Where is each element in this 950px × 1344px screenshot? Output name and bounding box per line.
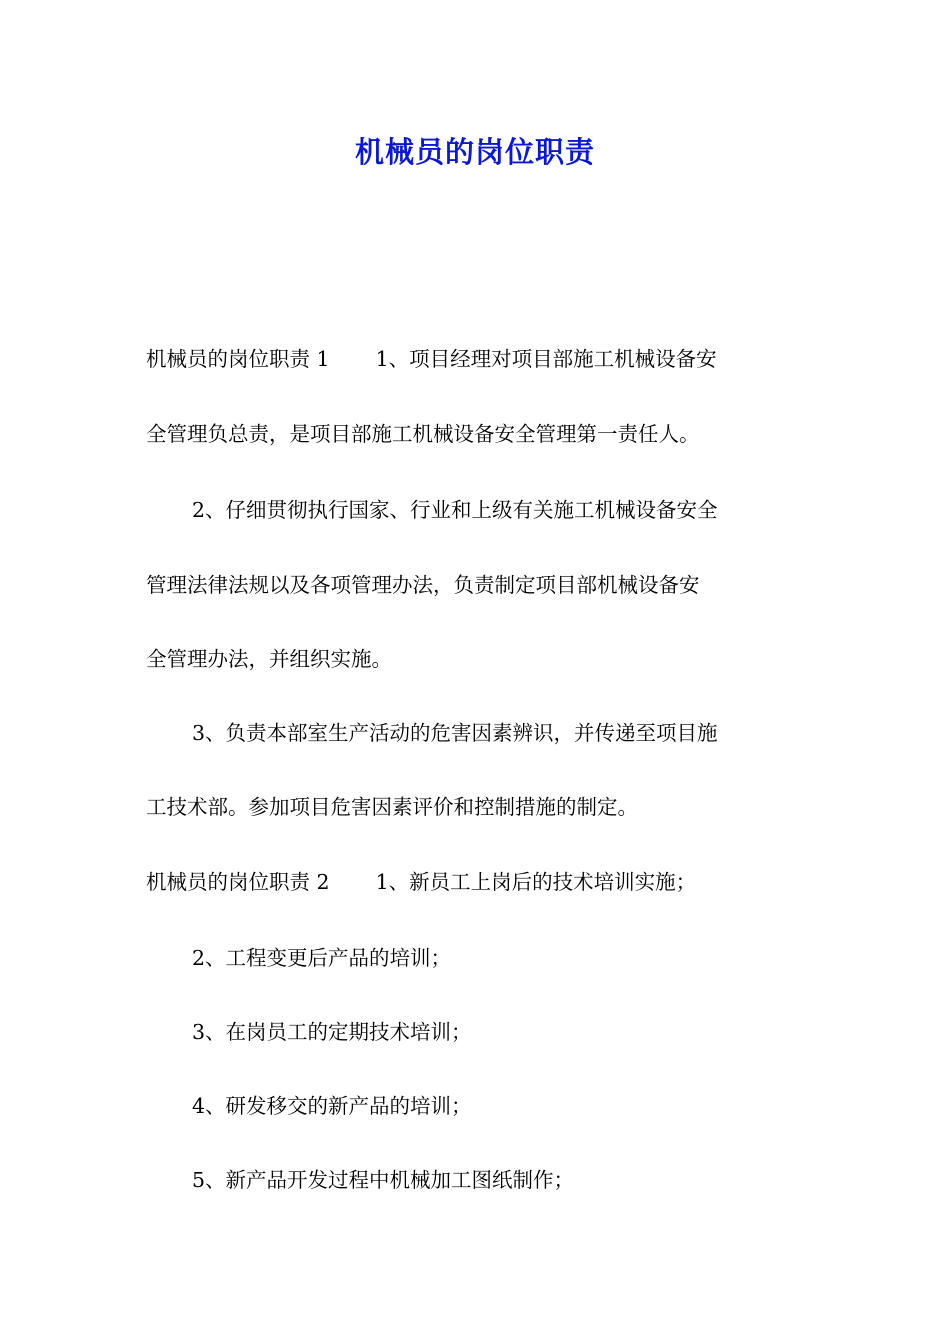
paragraph-line: 全管理负总责，是项目部施工机械设备安全管理第一责任人。 xyxy=(146,422,700,446)
section-1-item-1-start: 1、项目经理对项目部施工机械设备安 xyxy=(375,347,717,371)
paragraph-line: 管理法律法规以及各项管理办法，负责制定项目部机械设备安 xyxy=(146,573,700,597)
list-item: 3、在岗员工的定期技术培训； xyxy=(192,1020,472,1044)
list-item: 2、工程变更后产品的培训； xyxy=(192,946,452,970)
paragraph-line: 工技术部。参加项目危害因素评价和控制措施的制定。 xyxy=(146,795,638,819)
section-1-first-line xyxy=(146,343,826,375)
section-1-heading: 机械员的岗位职责 1 xyxy=(146,347,330,371)
section-2-heading: 机械员的岗位职责 2 xyxy=(146,870,330,894)
paragraph-line: 3、负责本部室生产活动的危害因素辨识，并传递至项目施 xyxy=(192,721,718,745)
section-2-item-1: 1、新员工上岗后的技术培训实施； xyxy=(375,870,697,894)
list-item: 4、研发移交的新产品的培训； xyxy=(192,1094,472,1118)
paragraph-line: 2、仔细贯彻执行国家、行业和上级有关施工机械设备安全 xyxy=(192,498,718,522)
document-title: 机械员的岗位职责 xyxy=(354,135,595,169)
section-2-first-line xyxy=(146,866,826,898)
paragraph-line: 全管理办法，并组织实施。 xyxy=(146,647,392,671)
list-item: 5、新产品开发过程中机械加工图纸制作； xyxy=(192,1168,575,1192)
